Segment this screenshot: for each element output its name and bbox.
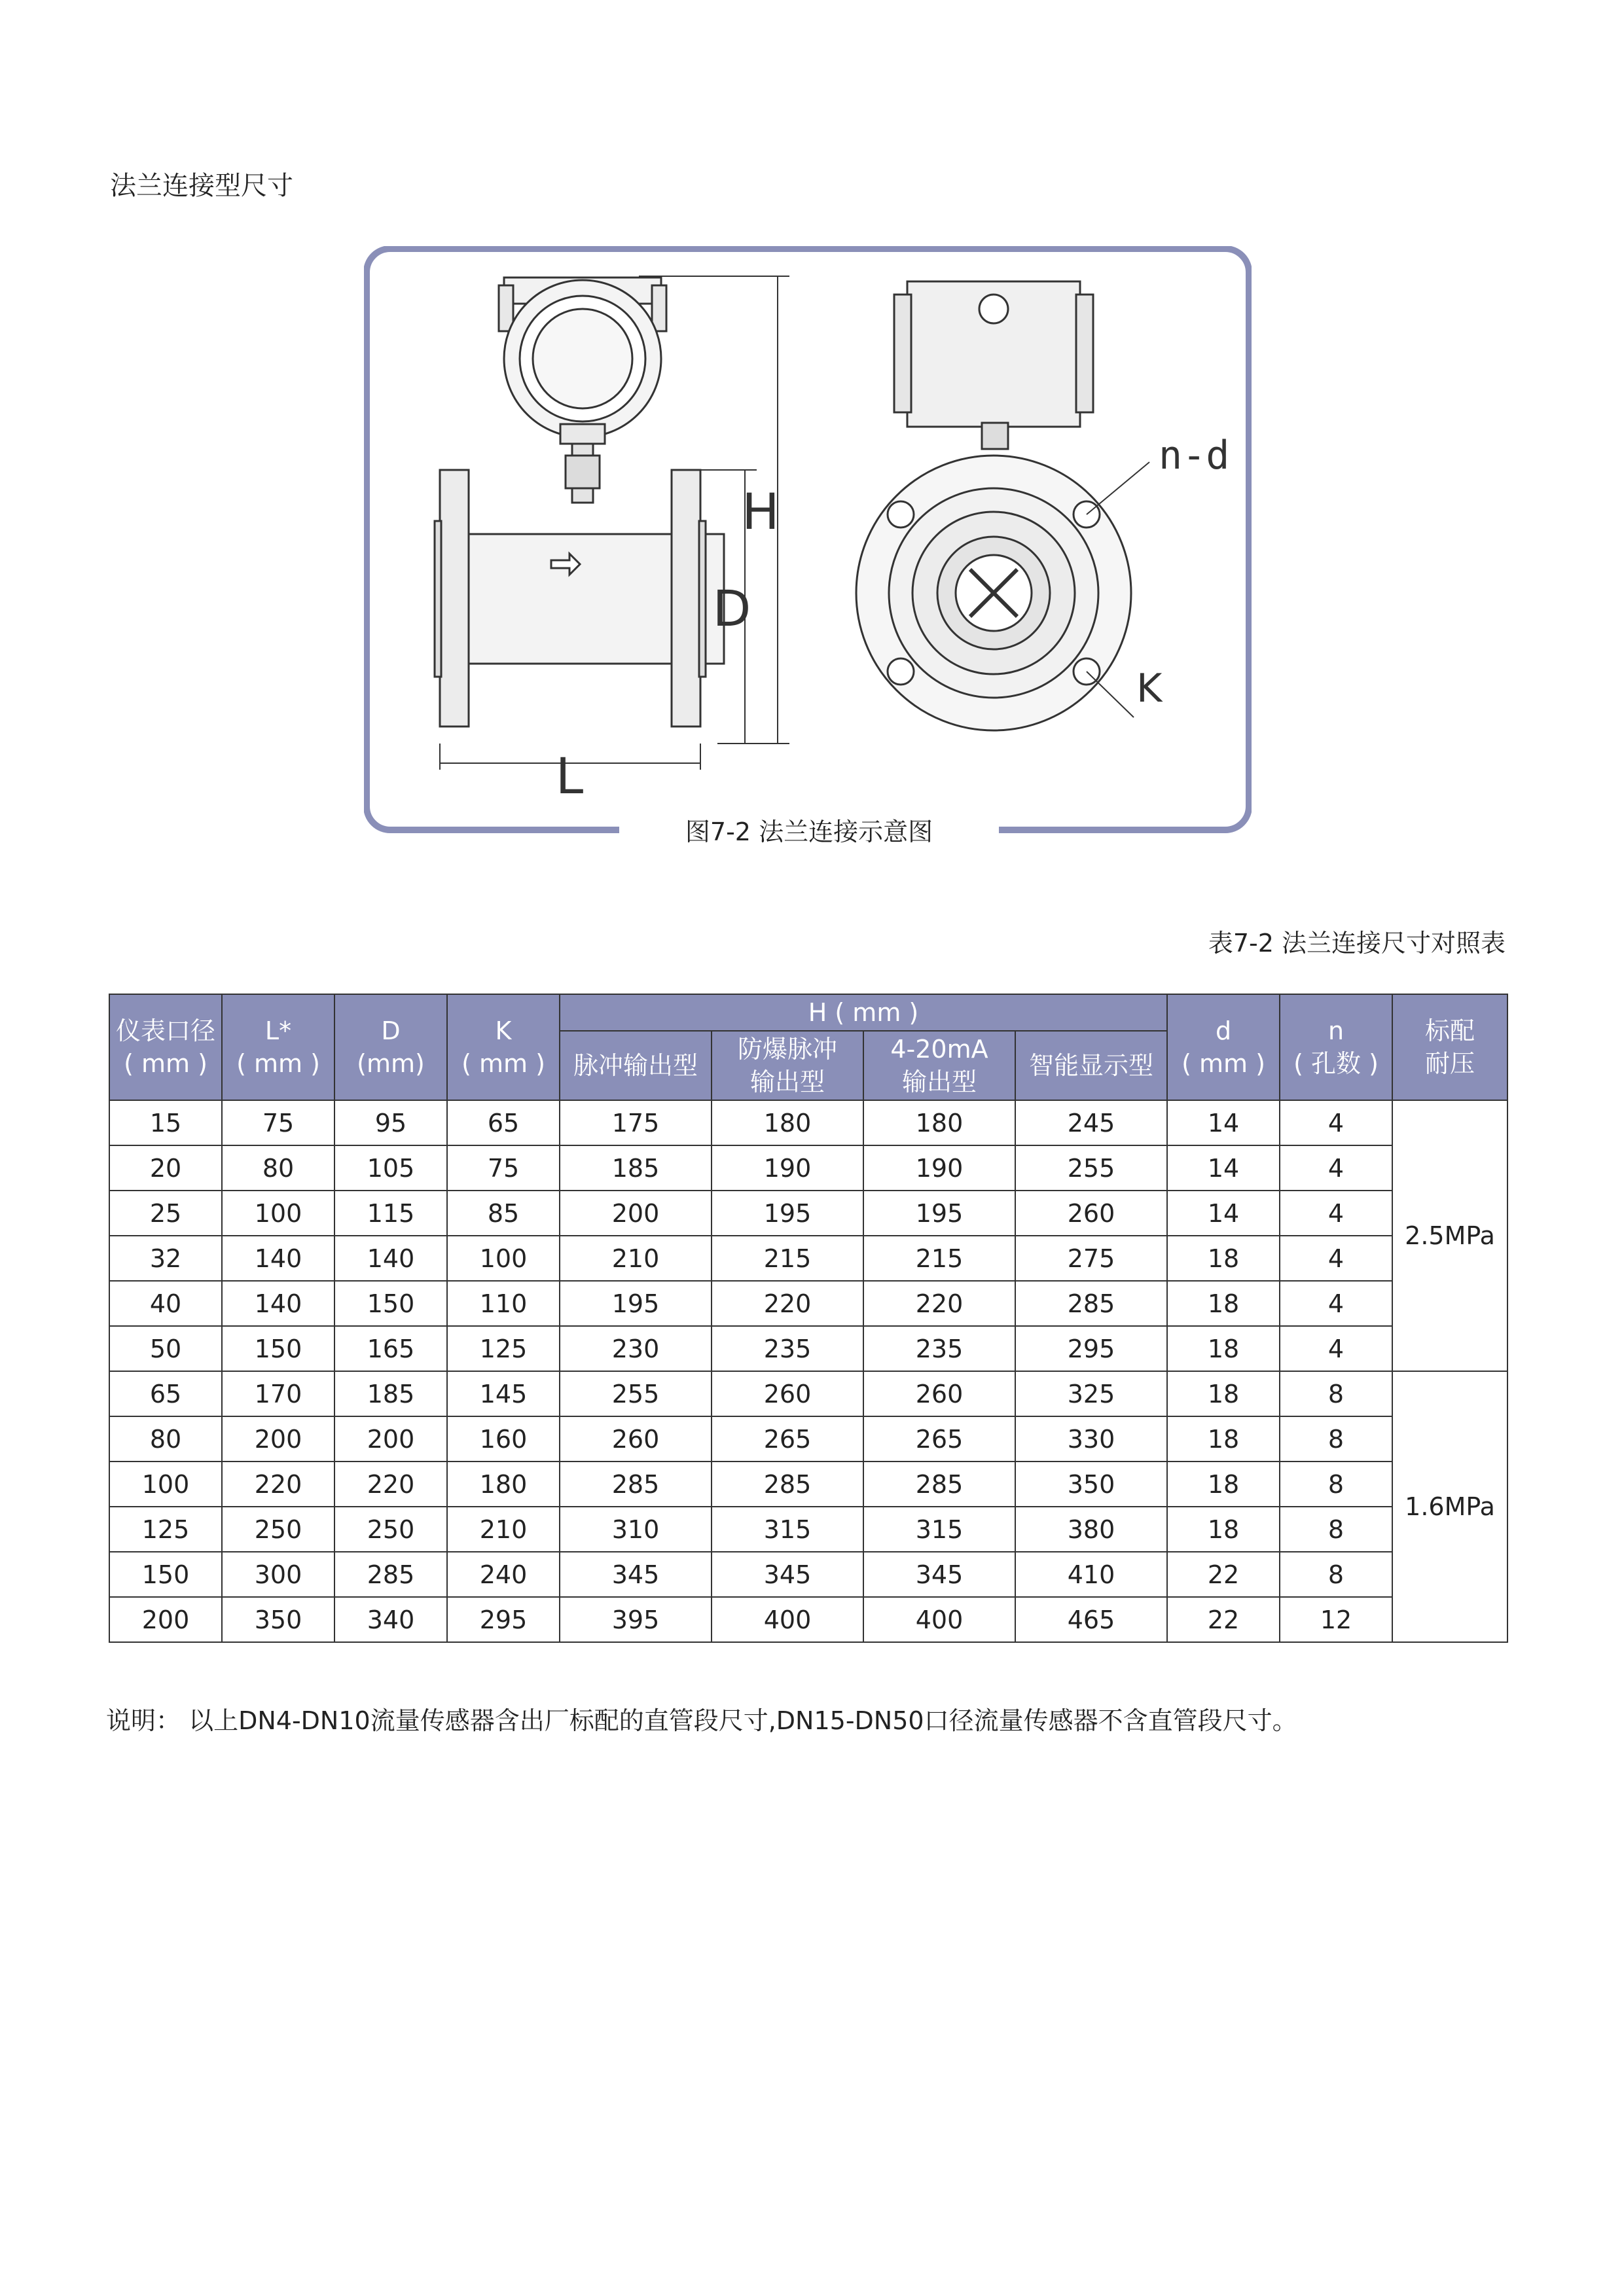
col-header-hole-d: d ( mm ) (1167, 994, 1280, 1100)
table-cell: 125 (447, 1326, 560, 1371)
table-cell: 80 (222, 1145, 334, 1191)
table-cell: 200 (334, 1416, 447, 1462)
table-cell: 190 (863, 1145, 1015, 1191)
table-cell: 240 (447, 1552, 560, 1597)
table-cell: 185 (560, 1145, 712, 1191)
table-row (109, 1326, 1507, 1371)
col-header-h-smart: 智能显示型 (1015, 1031, 1167, 1100)
table-cell: 65 (447, 1100, 560, 1145)
table-cell: 14 (1167, 1100, 1280, 1145)
table-cell: 465 (1015, 1597, 1167, 1642)
table-cell: 235 (863, 1326, 1015, 1371)
table-cell: 215 (863, 1236, 1015, 1281)
table-cell: 190 (712, 1145, 863, 1191)
table-cell: 400 (863, 1597, 1015, 1642)
col-header-l: L* ( mm ) (222, 994, 334, 1100)
table-body (109, 1100, 1507, 1642)
table-cell: 220 (863, 1281, 1015, 1326)
pressure-cell: 1.6MPa (1392, 1371, 1507, 1642)
table-cell: 400 (712, 1597, 863, 1642)
table-cell: 250 (334, 1507, 447, 1552)
side-view (435, 276, 789, 770)
table-cell: 300 (222, 1552, 334, 1597)
table-cell: 115 (334, 1191, 447, 1236)
table-cell: 80 (109, 1416, 222, 1462)
col-header-k: K ( mm ) (447, 994, 560, 1100)
pressure-cell: 2.5MPa (1392, 1100, 1507, 1371)
col-header-dn: 仪表口径 ( mm ) (109, 994, 222, 1100)
col-header-n: n ( 孔数 ) (1280, 994, 1392, 1100)
table-cell: 50 (109, 1326, 222, 1371)
note-text: 说明： 以上DN4-DN10流量传感器含出厂标配的直管段尺寸,DN15-DN50口径流量传感器不含直管段尺寸。 (106, 1706, 1297, 1735)
table-cell: 345 (863, 1552, 1015, 1597)
dim-label-l: L (555, 747, 584, 805)
table-cell: 255 (1015, 1145, 1167, 1191)
col-header-pressure: 标配 耐压 (1392, 994, 1507, 1100)
dim-label-h: H (742, 482, 780, 541)
table-cell: 310 (560, 1507, 712, 1552)
table-cell: 195 (863, 1191, 1015, 1236)
table-cell: 235 (712, 1326, 863, 1371)
table-cell: 260 (712, 1371, 863, 1416)
table-cell: 260 (863, 1371, 1015, 1416)
table-cell: 8 (1280, 1507, 1392, 1552)
table-cell: 150 (222, 1326, 334, 1371)
table-cell: 8 (1280, 1552, 1392, 1597)
table-cell: 125 (109, 1507, 222, 1552)
table-row (109, 1597, 1507, 1642)
table-cell: 18 (1167, 1236, 1280, 1281)
table-cell: 18 (1167, 1462, 1280, 1507)
table-cell: 8 (1280, 1371, 1392, 1416)
table-row (109, 1191, 1507, 1236)
table-cell: 14 (1167, 1191, 1280, 1236)
table-cell: 150 (334, 1281, 447, 1326)
table-cell: 200 (222, 1416, 334, 1462)
table-cell: 285 (560, 1462, 712, 1507)
table-cell: 260 (560, 1416, 712, 1462)
table-row (109, 1145, 1507, 1191)
table-cell: 165 (334, 1326, 447, 1371)
table-cell: 100 (109, 1462, 222, 1507)
table-cell: 14 (1167, 1145, 1280, 1191)
table-cell: 410 (1015, 1552, 1167, 1597)
table-cell: 345 (560, 1552, 712, 1597)
table-cell: 140 (222, 1236, 334, 1281)
col-header-d: D (mm) (334, 994, 447, 1100)
col-header-h-pulse: 脉冲输出型 (560, 1031, 712, 1100)
flange-diagram (364, 246, 1252, 835)
table-cell: 175 (560, 1100, 712, 1145)
table-cell: 210 (447, 1507, 560, 1552)
table-cell: 4 (1280, 1191, 1392, 1236)
table-cell: 325 (1015, 1371, 1167, 1416)
figure-caption: 图7-2 法兰连接示意图 (619, 812, 999, 848)
table-cell: 265 (863, 1416, 1015, 1462)
table-cell: 65 (109, 1371, 222, 1416)
table-row (109, 1462, 1507, 1507)
table-cell: 4 (1280, 1145, 1392, 1191)
table-cell: 8 (1280, 1416, 1392, 1462)
table-cell: 195 (712, 1191, 863, 1236)
dim-label-nd: n-d (1159, 433, 1230, 478)
table-row (109, 1552, 1507, 1597)
table-row (109, 1100, 1507, 1145)
table-cell: 140 (222, 1281, 334, 1326)
flange-diagram-svg (364, 246, 1252, 835)
table-cell: 170 (222, 1371, 334, 1416)
table-cell: 185 (334, 1371, 447, 1416)
section-title: 法兰连接型尺寸 (110, 171, 293, 201)
table-cell: 4 (1280, 1326, 1392, 1371)
table-cell: 180 (712, 1100, 863, 1145)
table-cell: 250 (222, 1507, 334, 1552)
table-cell: 180 (447, 1462, 560, 1507)
table-cell: 32 (109, 1236, 222, 1281)
table-cell: 75 (222, 1100, 334, 1145)
table-cell: 265 (712, 1416, 863, 1462)
table-row (109, 1416, 1507, 1462)
table-cell: 100 (447, 1236, 560, 1281)
table-cell: 15 (109, 1100, 222, 1145)
table-cell: 18 (1167, 1326, 1280, 1371)
table-cell: 18 (1167, 1281, 1280, 1326)
table-cell: 215 (712, 1236, 863, 1281)
table-cell: 345 (712, 1552, 863, 1597)
table-cell: 285 (863, 1462, 1015, 1507)
dim-label-k: K (1136, 666, 1163, 711)
table-cell: 245 (1015, 1100, 1167, 1145)
table-cell: 85 (447, 1191, 560, 1236)
table-cell: 110 (447, 1281, 560, 1326)
table-cell: 18 (1167, 1371, 1280, 1416)
table-cell: 295 (1015, 1326, 1167, 1371)
table-row (109, 1236, 1507, 1281)
table-cell: 255 (560, 1371, 712, 1416)
table-cell: 195 (560, 1281, 712, 1326)
table-cell: 350 (1015, 1462, 1167, 1507)
table-cell: 22 (1167, 1552, 1280, 1597)
table-cell: 340 (334, 1597, 447, 1642)
table-cell: 150 (109, 1552, 222, 1597)
table-cell: 140 (334, 1236, 447, 1281)
table-cell: 145 (447, 1371, 560, 1416)
table-cell: 315 (712, 1507, 863, 1552)
table-cell: 220 (334, 1462, 447, 1507)
table-cell: 200 (560, 1191, 712, 1236)
table-cell: 230 (560, 1326, 712, 1371)
table-cell: 275 (1015, 1236, 1167, 1281)
table-cell: 315 (863, 1507, 1015, 1552)
table-cell: 350 (222, 1597, 334, 1642)
table-cell: 220 (222, 1462, 334, 1507)
table-cell: 4 (1280, 1281, 1392, 1326)
table-cell: 20 (109, 1145, 222, 1191)
table-row (109, 1507, 1507, 1552)
table-cell: 200 (109, 1597, 222, 1642)
table-cell: 330 (1015, 1416, 1167, 1462)
col-header-h-420: 4-20mA 输出型 (863, 1031, 1015, 1100)
table-cell: 18 (1167, 1416, 1280, 1462)
table-cell: 160 (447, 1416, 560, 1462)
table-cell: 25 (109, 1191, 222, 1236)
table-cell: 8 (1280, 1462, 1392, 1507)
table-cell: 12 (1280, 1597, 1392, 1642)
table-cell: 260 (1015, 1191, 1167, 1236)
table-cell: 100 (222, 1191, 334, 1236)
dimension-table (109, 994, 1508, 1643)
table-cell: 4 (1280, 1100, 1392, 1145)
table-cell: 22 (1167, 1597, 1280, 1642)
table-cell: 95 (334, 1100, 447, 1145)
col-header-h-explosion: 防爆脉冲 输出型 (712, 1031, 863, 1100)
table-cell: 210 (560, 1236, 712, 1281)
table-cell: 18 (1167, 1507, 1280, 1552)
table-row (109, 1371, 1507, 1416)
table-cell: 285 (1015, 1281, 1167, 1326)
col-header-h-group: H ( mm ) (560, 994, 1167, 1031)
table-row (109, 1281, 1507, 1326)
table-cell: 395 (560, 1597, 712, 1642)
table-cell: 295 (447, 1597, 560, 1642)
front-view (856, 281, 1149, 730)
table-cell: 105 (334, 1145, 447, 1191)
table-cell: 380 (1015, 1507, 1167, 1552)
table-caption: 表7-2 法兰连接尺寸对照表 (1208, 929, 1506, 958)
table-cell: 75 (447, 1145, 560, 1191)
dim-label-d: D (712, 579, 751, 637)
table-cell: 40 (109, 1281, 222, 1326)
table-cell: 180 (863, 1100, 1015, 1145)
table-cell: 285 (712, 1462, 863, 1507)
table-cell: 220 (712, 1281, 863, 1326)
table-cell: 4 (1280, 1236, 1392, 1281)
table-cell: 285 (334, 1552, 447, 1597)
